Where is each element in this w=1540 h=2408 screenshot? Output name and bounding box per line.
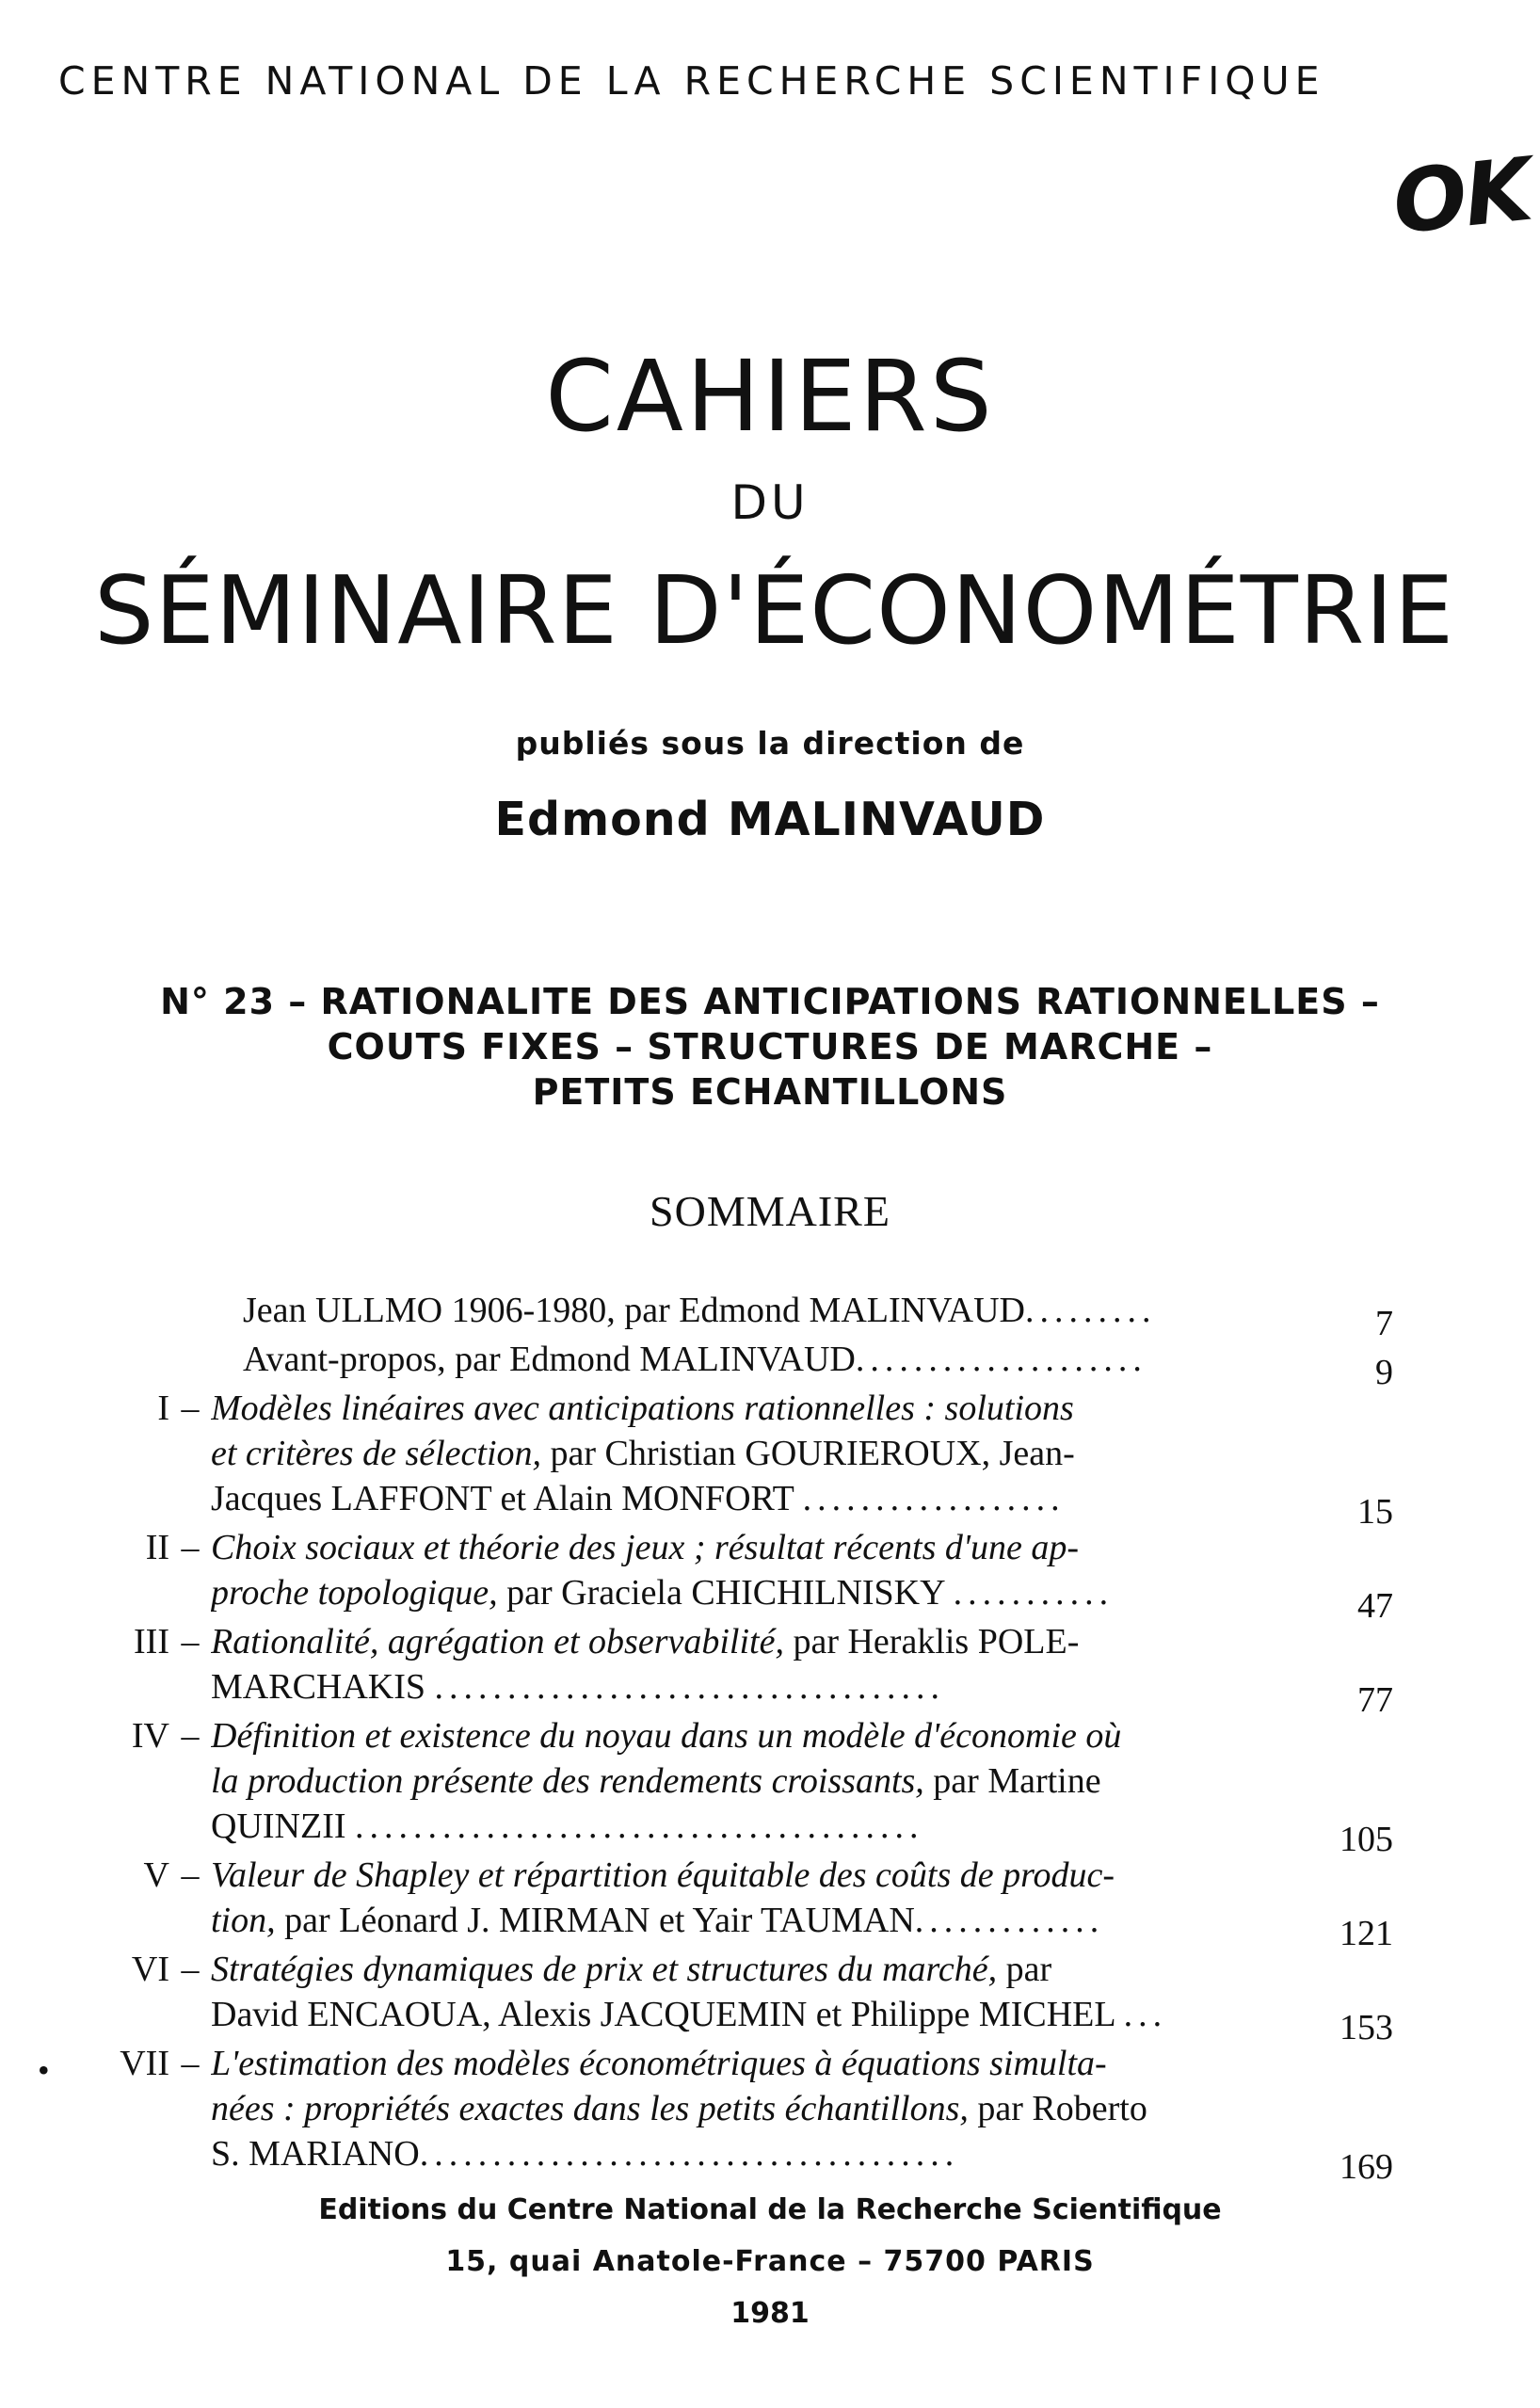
toc-entry: II – Choix sociaux et théorie des jeux ; résultat récents d'une ap- proche topologique, par Graciela CHICHILNISKY ........... 47 — [75, 1525, 1393, 1615]
toc-entry-authors: QUINZII — [211, 1806, 346, 1846]
toc-entry-authors: par Martine — [923, 1761, 1101, 1801]
page-number: 7 — [1375, 1304, 1393, 1343]
page-number: 169 — [1339, 2147, 1393, 2187]
toc-entry-authors: par Heraklis POLE- — [783, 1622, 1080, 1662]
toc-entry-title: L'estimation des modèles économétriques à équations simulta- — [211, 2044, 1107, 2083]
dot-leader: .................... — [855, 1340, 1147, 1379]
margin-mark: • — [38, 2051, 50, 2089]
toc-entry-text: Avant-propos, par Edmond MALINVAUD — [243, 1340, 856, 1379]
toc-entry: IV – Définition et existence du noyau dans un modèle d'économie où la production présente des rendements croissants, par Martine QUINZII ....................................... 105 — [75, 1713, 1393, 1849]
chapter-numeral: IV — [131, 1716, 169, 1756]
toc-entry: V – Valeur de Shapley et répartition équitable des coûts de produc- tion, par Léonard J. MIRMAN et Yair TAUMAN............. 121 — [75, 1853, 1393, 1943]
toc-entry-title: tion, — [211, 1901, 276, 1940]
title-du: DU — [730, 475, 810, 530]
title-seminaire: SÉMINAIRE D'ÉCONOMÉTRIE — [94, 555, 1455, 666]
toc-entry-authors: par Léonard J. MIRMAN et Yair TAUMAN — [275, 1901, 915, 1940]
dot-leader: ....................................... — [355, 1806, 924, 1846]
handwritten-ok-note: OK — [1388, 138, 1535, 254]
toc-entry-authors: S. MARIANO — [211, 2134, 420, 2174]
chapter-numeral: I — [157, 1389, 169, 1428]
toc-entry-authors: par Graciela CHICHILNISKY — [497, 1573, 945, 1613]
page-number: 77 — [1357, 1680, 1393, 1720]
issue-line-3: PETITS ECHANTILLONS — [532, 1071, 1008, 1113]
dot-leader: ......... — [1024, 1291, 1157, 1330]
publisher-name: Editions du Centre National de la Recherche Scientifique — [318, 2193, 1222, 2226]
toc-entry-authors: MARCHAKIS — [211, 1667, 426, 1707]
chapter-numeral: V — [143, 1855, 169, 1895]
editor-name: Edmond MALINVAUD — [494, 793, 1046, 846]
page-number: 153 — [1339, 2008, 1393, 2047]
chapter-numeral: VI — [131, 1950, 169, 1989]
toc-entry-title: et critères de sélection, — [211, 1434, 542, 1473]
toc-entry: III – Rationalité, agrégation et observabilité, par Heraklis POLE- MARCHAKIS ................................... 77 — [75, 1619, 1393, 1710]
toc-entry-title: Choix sociaux et théorie des jeux ; résultat récents d'une ap- — [211, 1528, 1080, 1567]
toc-entry-title: Modèles linéaires avec anticipations rationnelles : solutions — [211, 1389, 1074, 1428]
toc-entry-authors: par Roberto — [968, 2089, 1147, 2128]
issue-line-1: N° 23 – RATIONALITE DES ANTICIPATIONS RATIONNELLES – — [160, 981, 1380, 1022]
table-of-contents — [38, 1288, 1393, 2187]
toc-entry-title: Stratégies dynamiques de prix et structures du marché, — [211, 1950, 998, 1989]
toc-entry-authors: David ENCAOUA, Alexis JACQUEMIN et Philippe MICHEL — [211, 1995, 1115, 2034]
page-number: 105 — [1339, 1820, 1393, 1859]
organization-header: CENTRE NATIONAL DE LA RECHERCHE SCIENTIFIQUE — [58, 58, 1325, 104]
chapter-numeral: III — [134, 1622, 169, 1662]
page-number: 9 — [1375, 1353, 1393, 1392]
toc-entry: I – Modèles linéaires avec anticipations rationnelles : solutions et critères de sélection, par Christian GOURIEROUX, Jean- Jacques LAFFONT et Alain MONFORT .................. 15 — [75, 1386, 1393, 1521]
toc-entry-authors: par — [997, 1950, 1052, 1989]
chapter-numeral: II — [145, 1528, 169, 1567]
publisher-address: 15, quai Anatole-France – 75700 PARIS — [445, 2245, 1095, 2278]
title-cahiers: CAHIERS — [545, 339, 995, 454]
toc-entry — [75, 1337, 1393, 1392]
dot-leader: .................. — [802, 1479, 1066, 1518]
toc-entry: • VII – L'estimation des modèles économétriques à équations simulta- nées : propriétés exactes dans les petits échantillons, par Roberto S. MARIANO..................................... 169 — [75, 2041, 1393, 2176]
dot-leader: ... — [1123, 1995, 1168, 2034]
toc-entry-title: la production présente des rendements croissants, — [211, 1761, 924, 1801]
issue-title — [113, 979, 1427, 1115]
dot-leader: ............. — [914, 1901, 1105, 1940]
toc-entry: VI – Stratégies dynamiques de prix et structures du marché, par David ENCAOUA, Alexis JACQUEMIN et Philippe MICHEL ... 153 — [75, 1947, 1393, 2037]
dot-leader: ................................... — [434, 1667, 946, 1707]
toc-entry-title: Définition et existence du noyau dans un modèle d'économie où — [211, 1716, 1122, 1756]
toc-entry-text: Jean ULLMO 1906-1980, par Edmond MALINVAUD — [243, 1291, 1025, 1330]
toc-entry — [75, 1288, 1393, 1343]
chapter-numeral: VII — [120, 2044, 169, 2083]
toc-entry-title: Valeur de Shapley et répartition équitable des coûts de produc- — [211, 1855, 1115, 1895]
page-number: 15 — [1357, 1492, 1393, 1532]
direction-label: publiés sous la direction de — [515, 725, 1025, 762]
toc-entry-title: proche topologique, — [211, 1573, 498, 1613]
toc-entry-authors: Jacques LAFFONT et Alain MONFORT — [211, 1479, 794, 1518]
toc-entry-title: nées : propriétés exactes dans les petits échantillons, — [211, 2089, 969, 2128]
toc-entry-title: Rationalité, agrégation et observabilité, — [211, 1622, 784, 1662]
toc-entry-authors: par Christian GOURIEROUX, Jean- — [541, 1434, 1075, 1473]
page-number: 121 — [1339, 1914, 1393, 1953]
issue-line-2: COUTS FIXES – STRUCTURES DE MARCHE – — [327, 1026, 1213, 1068]
dot-leader: ..................................... — [419, 2134, 960, 2174]
publication-year: 1981 — [730, 2297, 810, 2330]
dot-leader: ........... — [953, 1573, 1115, 1613]
summary-heading: SOMMAIRE — [650, 1187, 890, 1235]
page-number: 47 — [1357, 1586, 1393, 1626]
